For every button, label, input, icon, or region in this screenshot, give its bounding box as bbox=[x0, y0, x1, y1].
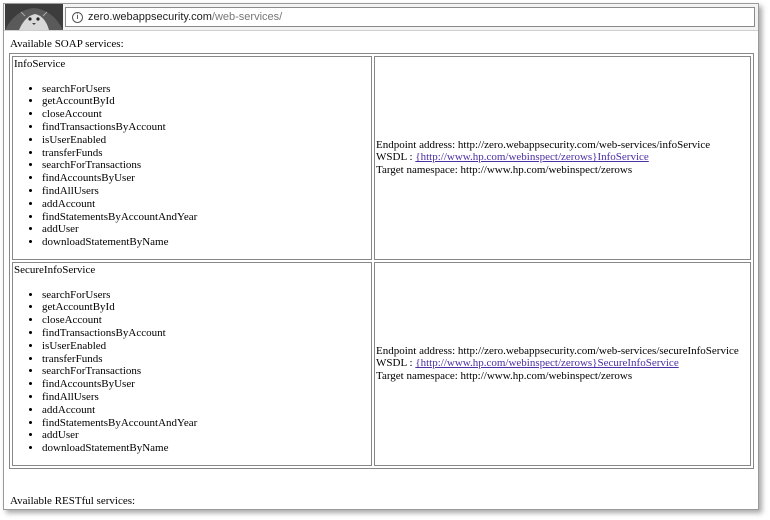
namespace-line bbox=[376, 370, 749, 383]
page-content bbox=[9, 38, 754, 510]
service-row bbox=[12, 56, 751, 260]
service-methods-cell bbox=[12, 262, 372, 466]
service-name: SecureInfoService bbox=[14, 263, 96, 276]
url-path: /web-services/ bbox=[211, 11, 283, 23]
service-row bbox=[12, 262, 751, 466]
rest-heading: Available RESTful services: bbox=[10, 494, 136, 507]
method-item: • addAccount bbox=[42, 198, 370, 211]
target-namespace: http://www.hp.com/webinspect/zerows bbox=[460, 164, 633, 177]
wsdl-link[interactable]: {http://www.hp.com/webinspect/zerows}SecureInfoService bbox=[415, 357, 679, 370]
service-methods-cell bbox=[12, 56, 372, 260]
site-logo bbox=[5, 4, 63, 30]
method-list bbox=[14, 83, 370, 249]
endpoint-label: Endpoint address: bbox=[376, 344, 456, 357]
service-info-cell bbox=[374, 56, 751, 260]
namespace-label: Target namespace: bbox=[376, 370, 458, 383]
method-item: • downloadStatementByName bbox=[42, 236, 370, 249]
wsdl-label: WSDL : bbox=[376, 151, 413, 164]
method-item: • transferFunds bbox=[42, 353, 370, 366]
method-item: • findAllUsers bbox=[42, 391, 370, 404]
method-item: • searchForTransactions bbox=[42, 159, 370, 172]
method-item: • getAccountById bbox=[42, 301, 370, 314]
method-item: • searchForTransactions bbox=[42, 365, 370, 378]
method-list bbox=[14, 289, 370, 455]
method-item: • findTransactionsByAccount bbox=[42, 121, 370, 134]
method-item: • findAccountsByUser bbox=[42, 172, 370, 185]
wsdl-link[interactable]: {http://www.hp.com/webinspect/zerows}InfoService bbox=[415, 151, 649, 164]
wsdl-line bbox=[376, 151, 749, 164]
target-namespace: http://www.hp.com/webinspect/zerows bbox=[460, 370, 633, 383]
method-item: • isUserEnabled bbox=[42, 340, 370, 353]
divider bbox=[9, 508, 754, 510]
endpoint-label: Endpoint address: bbox=[376, 138, 456, 151]
service-name: InfoService bbox=[14, 57, 66, 70]
endpoint-line bbox=[376, 139, 749, 152]
method-item: • addUser bbox=[42, 429, 370, 442]
method-item: • isUserEnabled bbox=[42, 134, 370, 147]
method-item: • addAccount bbox=[42, 404, 370, 417]
info-icon[interactable]: i bbox=[72, 12, 83, 23]
service-info-cell bbox=[374, 262, 751, 466]
bird-icon bbox=[5, 4, 63, 30]
url-host: zero.webappsecurity.com bbox=[88, 11, 212, 23]
method-item: • findAllUsers bbox=[42, 185, 370, 198]
endpoint-line bbox=[376, 345, 749, 358]
wsdl-label: WSDL : bbox=[376, 357, 413, 370]
endpoint-address: http://zero.webappsecurity.com/web-services/infoService bbox=[457, 138, 711, 151]
address-bar[interactable] bbox=[65, 7, 755, 27]
soap-heading: Available SOAP services: bbox=[10, 38, 124, 50]
namespace-line bbox=[376, 164, 749, 177]
method-item: • transferFunds bbox=[42, 147, 370, 160]
method-item: • searchForUsers bbox=[42, 83, 370, 96]
method-item: • findTransactionsByAccount bbox=[42, 327, 370, 340]
method-item: • downloadStatementByName bbox=[42, 442, 370, 455]
method-item: • findAccountsByUser bbox=[42, 378, 370, 391]
method-item: • findStatementsByAccountAndYear bbox=[42, 211, 370, 224]
method-item: • getAccountById bbox=[42, 95, 370, 108]
soap-services-table bbox=[9, 53, 754, 469]
browser-window bbox=[3, 3, 759, 510]
method-item: • closeAccount bbox=[42, 314, 370, 327]
wsdl-line bbox=[376, 357, 749, 370]
method-item: • findStatementsByAccountAndYear bbox=[42, 417, 370, 430]
method-item: • closeAccount bbox=[42, 108, 370, 121]
endpoint-address: http://zero.webappsecurity.com/web-services/secureInfoService bbox=[457, 344, 739, 357]
method-item: • addUser bbox=[42, 223, 370, 236]
namespace-label: Target namespace: bbox=[376, 164, 458, 177]
method-item: • searchForUsers bbox=[42, 289, 370, 302]
browser-toolbar bbox=[4, 4, 758, 31]
